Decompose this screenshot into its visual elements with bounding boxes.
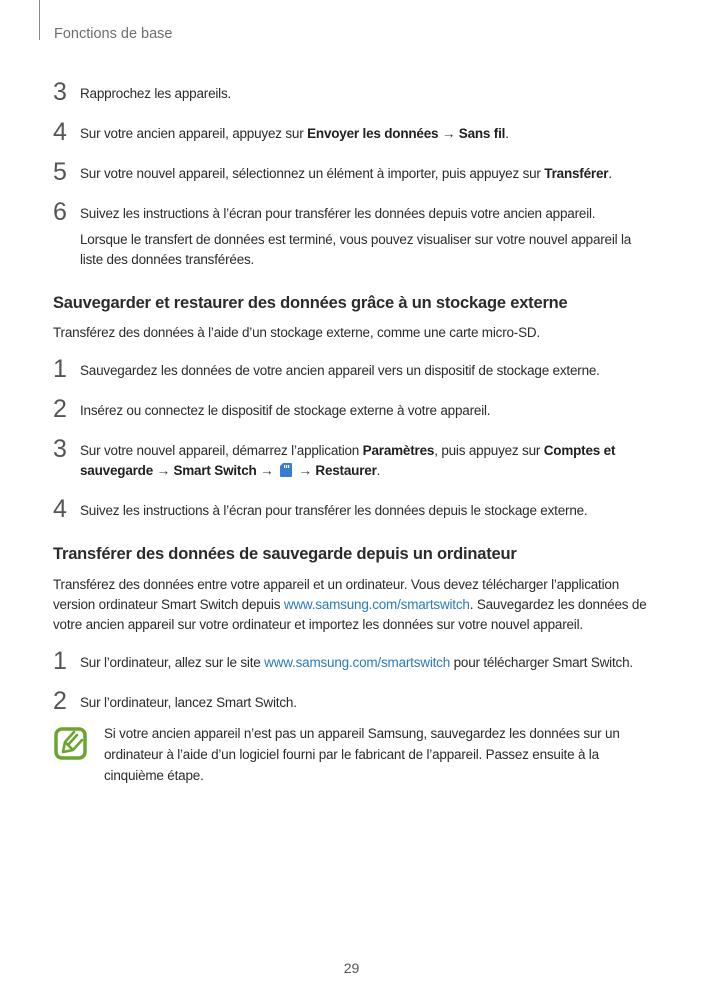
step-number: 1: [53, 355, 67, 383]
samsung-smartswitch-link[interactable]: www.samsung.com/smartswitch: [283, 597, 470, 612]
step-number: 5: [53, 158, 67, 186]
section-intro-external: Transférez des données à l’aide d’un stockage externe, comme une carte micro-SD.: [53, 325, 541, 340]
step-number: 4: [53, 495, 67, 523]
step-text: Rapprochez les appareils.: [80, 86, 232, 101]
step-text: Sauvegardez les données de votre ancien appareil vers un dispositif de stockage externe.: [80, 363, 600, 378]
step-text: Sur votre nouvel appareil, sélectionnez un élément à importer, puis appuyez sur Transférer.: [80, 166, 612, 181]
step-number: 3: [53, 78, 67, 106]
bold-term: Smart Switch: [173, 463, 257, 478]
step-text: Suivez les instructions à l’écran pour transférer les données depuis le stockage externe.: [80, 503, 588, 518]
bold-term: Sans fil: [458, 126, 506, 141]
step-text: Sur votre nouvel appareil, démarrez l’application Paramètres, puis appuyez sur Comptes et sauvegarde → Smart Switch → → Restaurer.: [80, 443, 616, 478]
step-number: 3: [53, 435, 67, 463]
step-number: 2: [53, 395, 67, 423]
step-text: Insérez ou connectez le dispositif de stockage externe à votre appareil.: [80, 403, 491, 418]
step-text: Sur votre ancien appareil, appuyez sur Envoyer les données → Sans fil.: [80, 126, 509, 141]
bold-term: Comptes et sauvegarde: [80, 443, 616, 478]
note-pencil-icon: [54, 727, 87, 760]
step-text: Suivez les instructions à l’écran pour transférer les données depuis votre ancien appareil.: [80, 206, 596, 221]
section-intro-computer: Transférez des données entre votre appareil et un ordinateur. Vous devez télécharger l’application version ordinateur Smart Switch depuis www.samsung.com/smartswitch. Sauvegardez les données de votre ancien appareil sur votre ordinateur et importez les données sur votre nouvel appareil.: [53, 577, 647, 632]
step-number: 4: [53, 118, 67, 146]
bold-term: Restaurer: [315, 463, 377, 478]
followup-text: Lorsque le transfert de données est terminé, vous pouvez visualiser sur votre nouvel appareil la liste des données transférées.: [80, 232, 632, 267]
bold-term: Transférer: [544, 166, 609, 181]
step-text: Sur l’ordinateur, allez sur le site www.samsung.com/smartswitch pour télécharger Smart Switch.: [80, 655, 633, 670]
step-number: 6: [53, 198, 67, 226]
section-heading-external: Sauvegarder et restaurer des données grâce à un stockage externe: [53, 294, 568, 312]
note-text: Si votre ancien appareil n’est pas un appareil Samsung, sauvegardez les données sur un ordinateur à l’aide d’un logiciel fourni par le fabricant de l’appareil. Passez ensuite à la cinquième étape.: [104, 726, 620, 783]
step-number: 1: [53, 647, 67, 675]
header-title: Fonctions de base: [54, 26, 173, 42]
step-text: Sur l’ordinateur, lancez Smart Switch.: [80, 695, 297, 710]
bold-term: Paramètres: [362, 443, 435, 458]
page-number: 29: [343, 960, 360, 976]
step-number: 2: [53, 687, 67, 715]
bold-term: Envoyer les données: [307, 126, 439, 141]
sd-card-icon: [280, 463, 292, 477]
section-heading-computer: Transférer des données de sauvegarde depuis un ordinateur: [53, 545, 517, 563]
samsung-smartswitch-link[interactable]: www.samsung.com/smartswitch: [264, 655, 451, 670]
header-rule: [39, 0, 40, 40]
